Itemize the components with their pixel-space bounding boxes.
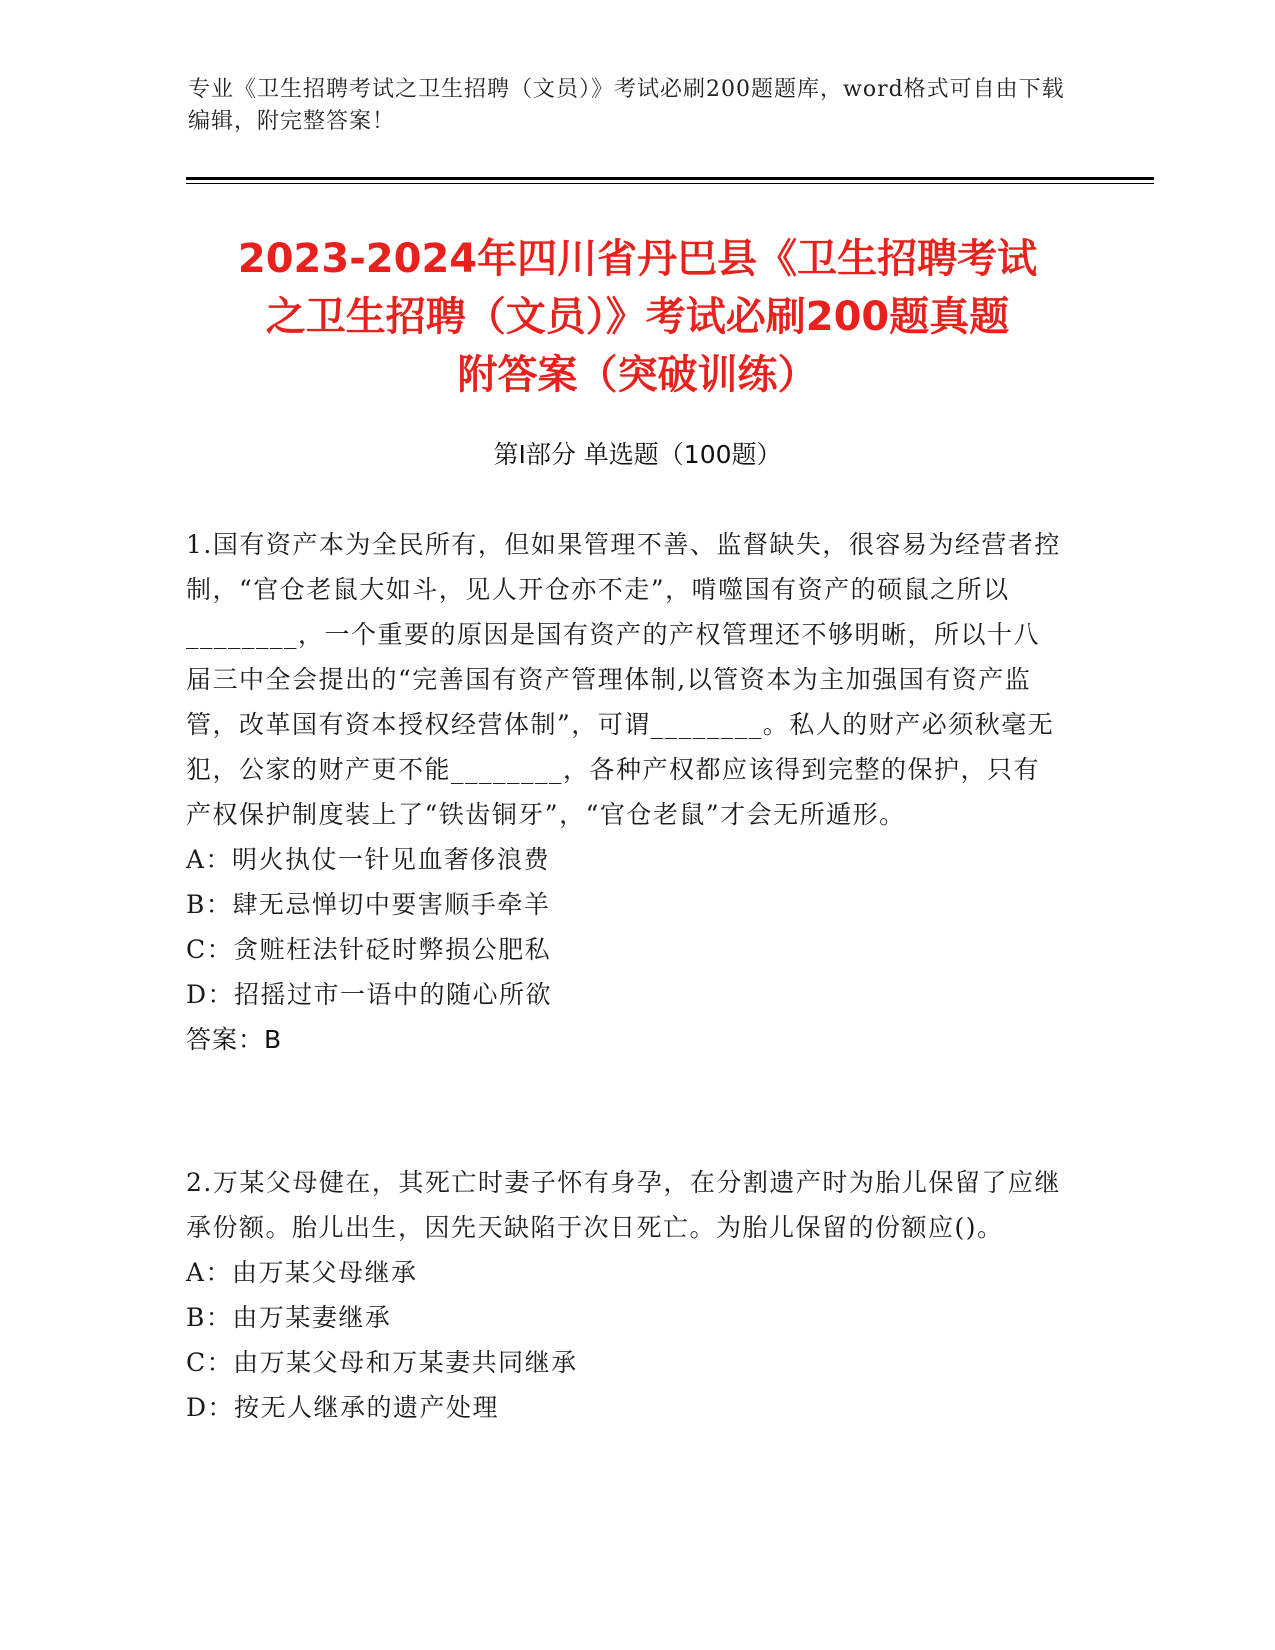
option-c: C：由万某父母和万某妻共同继承 bbox=[186, 1348, 578, 1377]
option-b: B：由万某妻继承 bbox=[186, 1303, 392, 1332]
option-b: B：肆无忌惮切中要害顺手牵羊 bbox=[186, 890, 551, 919]
question-2 bbox=[186, 1160, 1066, 1430]
document-title bbox=[150, 230, 1125, 404]
option-d: D：按无人继承的遗产处理 bbox=[186, 1393, 500, 1422]
header-rule-thick bbox=[186, 177, 1154, 180]
section-heading: 第Ⅰ部分 单选题（100题） bbox=[493, 440, 782, 469]
answer: 答案：B bbox=[186, 1025, 283, 1054]
header-note: 专业《卫生招聘考试之卫生招聘（文员）》考试必刷200题题库，word格式可自由下载编辑，附完整答案！ bbox=[188, 77, 1065, 134]
question-1 bbox=[186, 522, 1066, 1062]
option-d: D：招摇过市一语中的随心所欲 bbox=[186, 980, 553, 1009]
option-a: A：由万某父母继承 bbox=[186, 1258, 418, 1287]
header-rule-thin bbox=[186, 183, 1154, 184]
option-a: A：明火执仗一针见血奢侈浪费 bbox=[186, 845, 551, 874]
title-line-3: 附答案（突破训练） bbox=[457, 352, 818, 398]
question-text: 2.万某父母健在，其死亡时妻子怀有身孕，在分割遗产时为胎儿保留了应继承份额。胎儿出生，因先天缺陷于次日死亡。为胎儿保留的份额应()。 bbox=[186, 1168, 1061, 1242]
option-c: C：贪赃枉法针砭时弊损公肥私 bbox=[186, 935, 552, 964]
question-text: 1.国有资产本为全民所有，但如果管理不善、监督缺失，很容易为经营者控制，“官仓老鼠大如斗，见人开仓亦不走”，啃噬国有资产的硕鼠之所以________，一个重要的原因是国有资产的产权管理还不够明晰，所以十八届三中全会提出的“完善国有资产管理体制,以管资本为主加强国有资产监管，改革国有资本授权经营体制”，可谓________。私人的财产必须秋毫无犯，公家的财产更不能________，各种产权都应该得到完整的保护，只有产权保护制度装上了“铁齿铜牙”，“官仓老鼠”才会无所遁形。 bbox=[186, 530, 1061, 829]
title-line-1: 2023-2024年四川省丹巴县《卫生招聘考试 bbox=[237, 236, 1038, 282]
title-line-2: 之卫生招聘（文员）》考试必刷200题真题 bbox=[265, 294, 1010, 340]
